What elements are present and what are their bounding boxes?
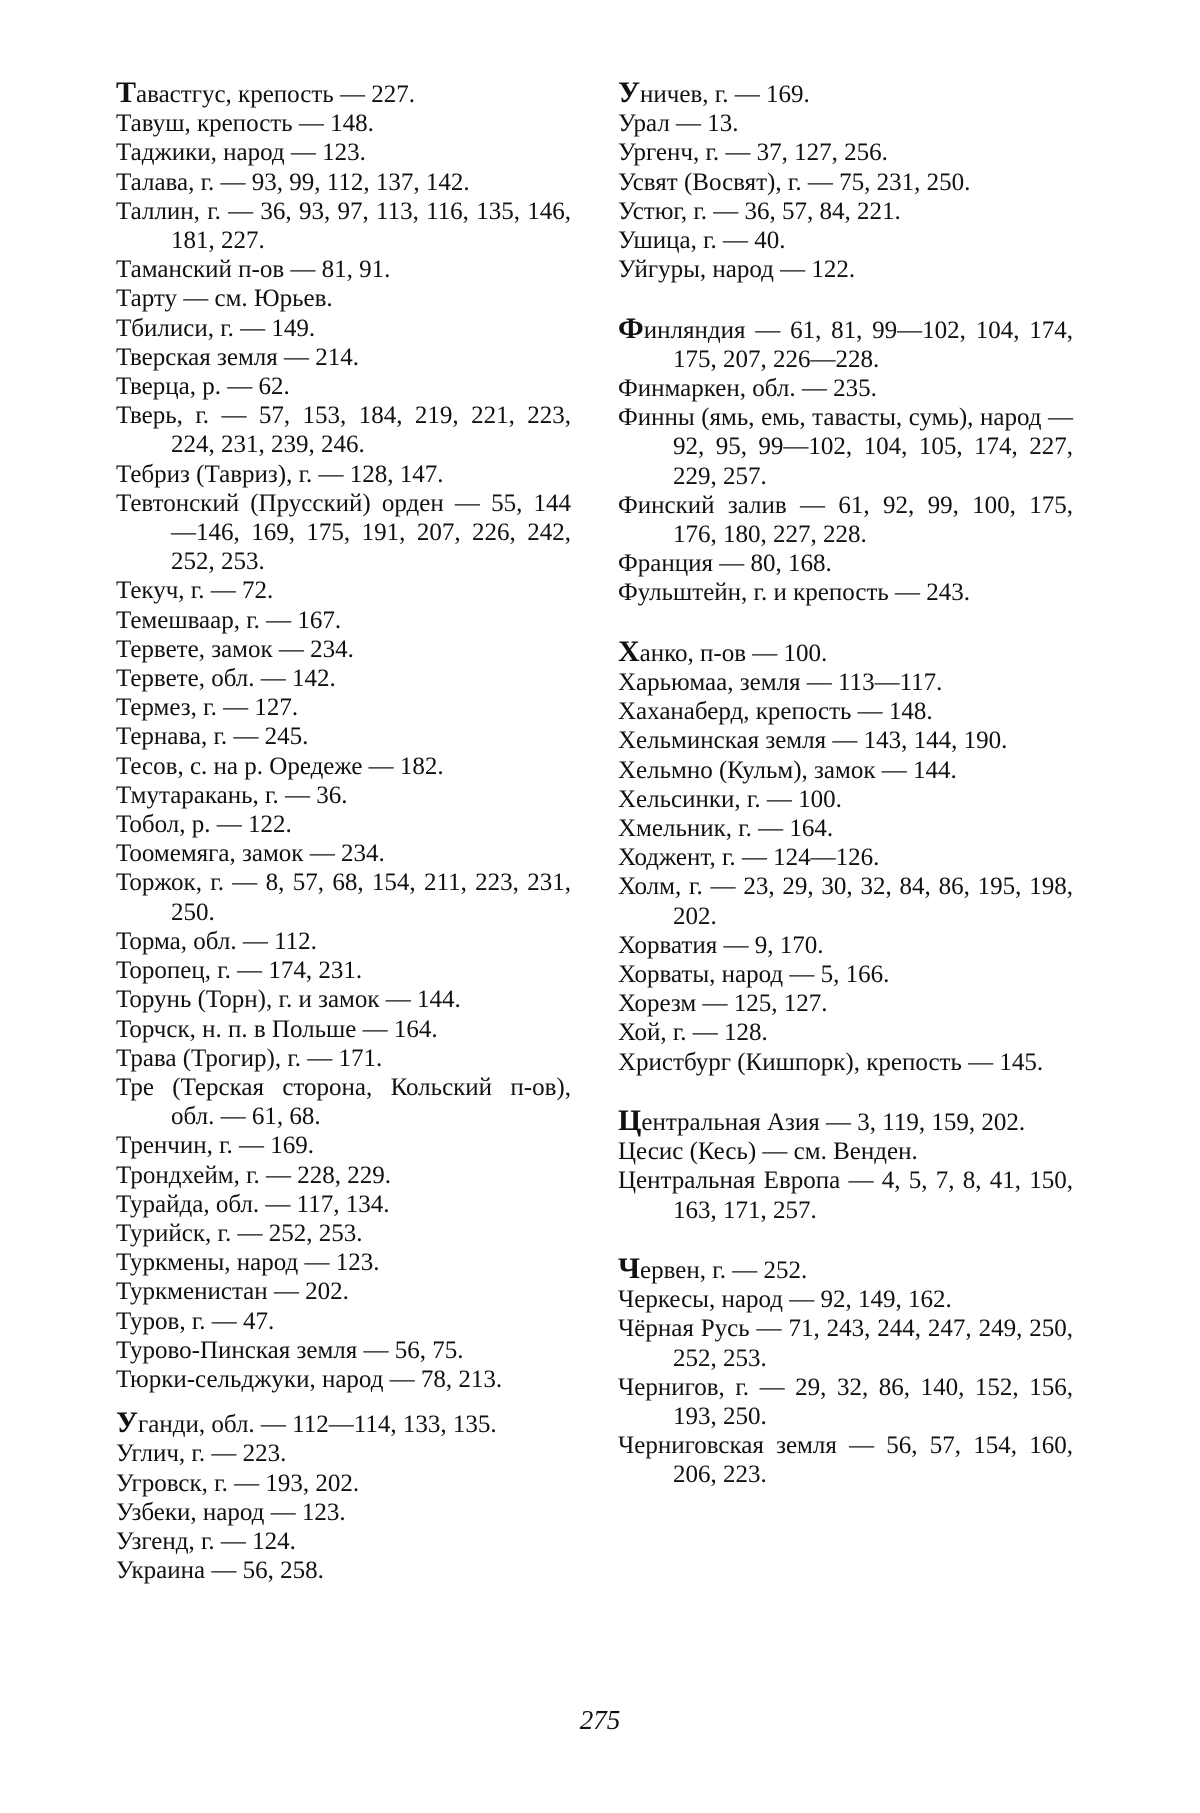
index-entry: Трондхейм, г. — 228, 229. — [116, 1161, 392, 1189]
index-entry: Тверская земля — 214. — [116, 343, 360, 371]
index-entry: Тре (Терская сторона, Кольский п-ов), обл. — 61, 68. — [116, 1073, 571, 1131]
index-entry: Тобол, р. — 122. — [116, 811, 292, 839]
index-entry: Тервете, обл. — 142. — [116, 665, 336, 693]
index-entry: Центральная Европа — 4, 5, 7, 8, 41, 150, 163, 171, 257. — [618, 1167, 1073, 1224]
index-entry: Тверца, р. — 62. — [116, 373, 290, 401]
index-entry: Тавуш, крепость — 148. — [116, 110, 374, 138]
index-entry: Турийск, г. — 252, 253. — [116, 1219, 363, 1247]
index-entry: Ушица, г. — 40. — [618, 227, 786, 255]
index-entry: Торопец, г. — 174, 231. — [116, 957, 363, 985]
index-entry: Торжок, г. — 8, 57, 68, 154, 211, 223, 231, 250. — [116, 869, 571, 926]
section-gap — [618, 608, 1073, 637]
index-entry: Таллин, г. — 36, 93, 97, 113, 116, 135, 146, 181, 227. — [116, 197, 571, 255]
index-entry: Таджики, народ — 123. — [116, 139, 366, 167]
index-entry: Ханко, п-ов — 100. — [618, 634, 828, 668]
index-entry: Турово-Пинская земля — 56, 75. — [116, 1336, 464, 1364]
index-entry: Усвят (Восвят), г. — 75, 231, 250. — [618, 168, 971, 196]
index-entry: Чёрная Русь — 71, 243, 244, 247, 249, 250, 252, 253. — [618, 1315, 1073, 1372]
index-entry: Хаханаберд, крепость — 148. — [618, 698, 933, 726]
index-entry: Талава, г. — 93, 99, 112, 137, 142. — [116, 168, 470, 196]
index-entry: Турайда, обл. — 117, 134. — [116, 1190, 390, 1218]
index-entry: Цесис (Кесь) — см. Венден. — [618, 1138, 918, 1166]
index-entry: Финский залив — 61, 92, 99, 100, 175, 176, 180, 227, 228. — [618, 491, 1073, 549]
index-entry: Финляндия — 61, 81, 99—102, 104, 174, 175, 207, 226—228. — [618, 311, 1073, 373]
index-entry: Углич, г. — 223. — [116, 1440, 287, 1468]
index-entry: Финмаркен, обл. — 235. — [618, 375, 877, 403]
index-entry: Термез, г. — 127. — [116, 694, 299, 722]
index-entry: Ходжент, г. — 124—126. — [618, 844, 880, 872]
index-entry: Трава (Трогир), г. — 171. — [116, 1044, 383, 1072]
index-entry: Чернигов, г. — 29, 32, 86, 140, 152, 156, 193, 250. — [618, 1373, 1073, 1431]
index-entry: Тесов, с. на р. Оредеже — 182. — [116, 752, 444, 780]
index-entry: Узгенд, г. — 124. — [116, 1527, 296, 1555]
section-initial: Т — [116, 76, 137, 109]
index-entry: Черкесы, народ — 92, 149, 162. — [618, 1286, 952, 1314]
index-entry: Торма, обл. — 112. — [116, 927, 317, 955]
index-entry: Туров, г. — 47. — [116, 1307, 275, 1335]
index-entry: Угровск, г. — 193, 202. — [116, 1469, 360, 1497]
index-entry: Уйгуры, народ — 122. — [618, 256, 856, 284]
index-entry: Харьюмаа, земля — 113—117. — [618, 669, 943, 697]
section-gap — [618, 284, 1073, 313]
section-initial: У — [618, 76, 641, 109]
page-number: 275 — [579, 1705, 621, 1735]
index-entry: Хельмно (Кульм), замок — 144. — [618, 756, 957, 784]
index-entry: Хой, г. — 128. — [618, 1019, 768, 1047]
index-entry: Тверь, г. — 57, 153, 184, 219, 221, 223, 224, 231, 239, 246. — [116, 402, 571, 459]
section-gap — [618, 1077, 1073, 1106]
index-entry: Хельсинки, г. — 100. — [618, 785, 842, 813]
index-entry: Тернава, г. — 245. — [116, 723, 309, 751]
index-entry: Украина — 56, 258. — [116, 1557, 324, 1585]
index-entry: Темешваар, г. — 167. — [116, 606, 342, 634]
index-entry: Уничев, г. — 169. — [618, 76, 810, 109]
section-initial: Ц — [618, 1104, 642, 1138]
index-entry: Тервете, замок — 234. — [116, 635, 354, 663]
index-entry: Тебриз (Тавриз), г. — 128, 147. — [116, 460, 444, 488]
index-entry: Хорваты, народ — 5, 166. — [618, 961, 890, 989]
index-entry: Торчск, н. п. в Польше — 164. — [116, 1015, 438, 1043]
index-entry: Хорватия — 9, 170. — [618, 931, 824, 959]
index-entry: Урал — 13. — [618, 110, 739, 138]
index-entry: Туркмены, народ — 123. — [116, 1249, 380, 1277]
index-entry: Хмельник, г. — 164. — [618, 815, 834, 843]
index-entry: Устюг, г. — 36, 57, 84, 221. — [618, 197, 901, 225]
section-gap — [116, 1394, 571, 1408]
index-entry: Уганди, обл. — 112—114, 133, 135. — [116, 1406, 497, 1440]
index-entry: Таманский п-ов — 81, 91. — [116, 256, 391, 284]
index-entry: Христбург (Кишпорк), крепость — 145. — [618, 1048, 1044, 1076]
section-initial: Ф — [618, 311, 644, 345]
index-column-left — [116, 78, 571, 1585]
index-entry: Тавастгус, крепость — 227. — [116, 76, 415, 109]
index-entry: Тбилиси, г. — 149. — [116, 314, 316, 342]
index-entry: Ургенч, г. — 37, 127, 256. — [618, 139, 888, 167]
index-entry: Центральная Азия — 3, 119, 159, 202. — [618, 1104, 1026, 1138]
index-entry: Тевтонский (Прусский) орден — 55, 144—146, 169, 175, 191, 207, 226, 242, 252, 253. — [116, 489, 571, 576]
index-entry: Тюрки-сельджуки, народ — 78, 213. — [116, 1365, 503, 1393]
index-entry: Черниговская земля — 56, 57, 154, 160, 206, 223. — [618, 1432, 1073, 1489]
section-initial: Х — [618, 634, 640, 668]
index-entry: Хорезм — 125, 127. — [618, 990, 828, 1018]
index-entry: Тарту — см. Юрьев. — [116, 285, 333, 313]
index-entry: Тмутаракань, г. — 36. — [116, 781, 348, 809]
index-entry: Узбеки, народ — 123. — [116, 1498, 346, 1526]
index-entry: Фульштейн, г. и крепость — 243. — [618, 579, 971, 607]
index-entry: Торунь (Торн), г. и замок — 144. — [116, 986, 461, 1014]
section-gap — [618, 1225, 1073, 1254]
index-entry: Тоомемяга, замок — 234. — [116, 840, 385, 868]
index-entry: Туркменистан — 202. — [116, 1278, 349, 1306]
index-entry: Холм, г. — 23, 29, 30, 32, 84, 86, 195, 198, 202. — [618, 873, 1073, 930]
section-initial: Ч — [618, 1252, 641, 1286]
index-entry: Хельминская земля — 143, 144, 190. — [618, 727, 1008, 755]
index-column-right — [618, 78, 1073, 1490]
index-entry: Тренчин, г. — 169. — [116, 1132, 315, 1160]
index-entry: Червен, г. — 252. — [618, 1252, 808, 1286]
index-entry: Текуч, г. — 72. — [116, 577, 274, 605]
index-entry: Франция — 80, 168. — [618, 550, 832, 578]
index-entry: Финны (ямь, емь, тавасты, сумь), народ — 92, 95, 99—102, 104, 105, 174, 227, 229, 257. — [618, 404, 1073, 490]
section-initial: У — [116, 1406, 139, 1440]
